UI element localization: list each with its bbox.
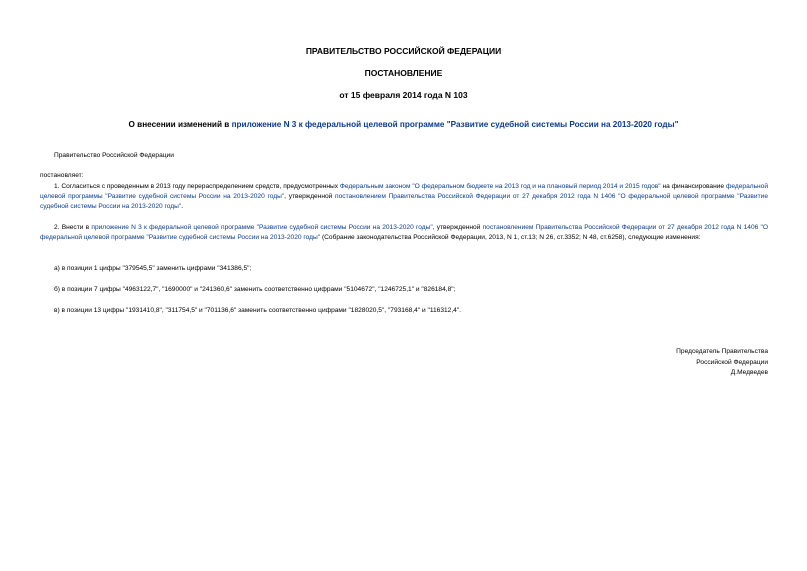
document-type-heading: ПОСТАНОВЛЕНИЕ [364,68,443,78]
p2-text-3: (Собрание законодательства Российской Федерации, 2013, N 1, ст.13; N 26, ст.3352; N 48, ст.6258), следующие изменения: [320,234,701,242]
p1-text-2: на финансирование [660,183,726,190]
federal-law-link[interactable]: Федеральным законом "О федеральном бюджете на 2013 год и на плановый период 2014 и 2015 годов" [339,183,661,190]
intro-text: Правительство Российской Федерации [54,152,174,159]
program-link[interactable]: федеральной целевой программы "Развитие судебной системы России на 2013-2020 годы" [40,183,769,201]
appendix-link[interactable]: приложение N 3 к федеральной целевой программе "Развитие судебной системы России на 2013-2020 годы" [91,224,433,231]
item-b: б) в позиции 7 цифры "4963122,7", "1690000" и "241360,6" заменить соответственно цифрами "5104672", "1246725,1" и "826184,8"; [54,286,456,293]
paragraph-1 [40,182,768,213]
document-title [0,120,807,129]
p1-text-3: , утвержденной [284,193,336,201]
signature-country: Российской Федерации [696,358,768,366]
p2-text-1: 2. Внести в [54,224,92,231]
title-prefix: О внесении изменений в [128,120,232,129]
item-a: а) в позиции 1 цифры "379545,5" заменить цифрами "341386,5"; [54,265,252,272]
p1-text-1: 1. Согласиться с проведенным в 2013 году перераспределением средств, предусмотренных [54,183,340,190]
government-heading: ПРАВИТЕЛЬСТВО РОССИЙСКОЙ ФЕДЕРАЦИИ [305,46,502,56]
signature-position: Председатель Правительства [676,348,768,355]
decree-text: постановляет: [40,172,84,179]
item-v: в) в позиции 13 цифры "1931410,8", "311754,5" и "701136,6" заменить соответственно цифрами "1828020,5", "793168,4" и "116312,4". [54,307,462,314]
resolution-link[interactable]: постановлением Правительства Российской Федерации от 27 декабря 2012 года N 1406 "О федеральной целевой программе "Развитие судебной системы России на 2013-2020 годы" [40,193,768,211]
p1-text-4: . [181,203,184,211]
title-link[interactable]: приложение N 3 к федеральной целевой программе "Развитие судебной системы России на 2013-2020 годы" [231,120,679,129]
date-number-heading: от 15 февраля 2014 года N 103 [339,90,468,100]
signature-block [676,347,768,379]
signature-name: Д.Медведев [730,369,768,376]
paragraph-2 [40,223,768,243]
p2-text-2: , утвержденной [432,224,483,231]
resolution-link-2[interactable]: постановлением Правительства Российской Федерации от 27 декабря 2012 года N 1406 "О федеральной целевой программе "Развитие судебной системы России на 2013-2020 годы" [40,224,768,242]
